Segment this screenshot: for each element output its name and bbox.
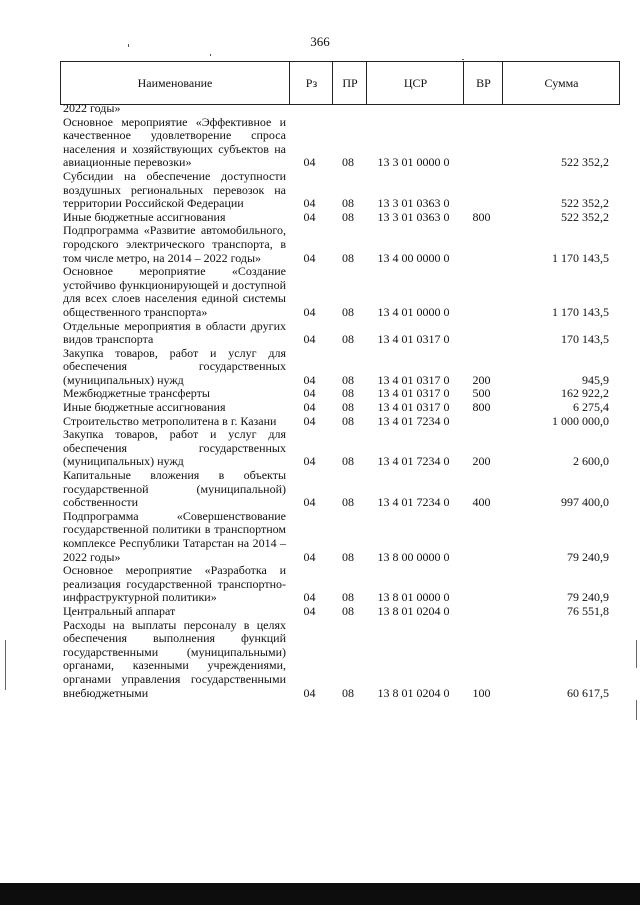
row-name: Межбюджетные трансферты (63, 386, 210, 401)
row-pr: 08 (342, 685, 354, 700)
row-sum: 79 240,9 (567, 590, 609, 605)
page-number: 366 (310, 34, 330, 49)
table-row (60, 401, 618, 415)
row-sum: 6 275,4 (573, 400, 609, 415)
row-sum: 76 551,8 (567, 603, 609, 618)
row-rz: 04 (303, 454, 316, 469)
row-sum: 1 170 143,5 (552, 304, 609, 319)
row-pr: 08 (342, 400, 354, 415)
row-csr: 13 4 00 0000 0 (377, 250, 450, 265)
table-row (60, 347, 618, 388)
row-sum: 79 240,9 (567, 549, 609, 564)
row-name: Подпрограмма «Развитие автомобильного, городского электрического транспорта, в том числе метро, на 2014 – 2022 годы» (63, 223, 286, 265)
table-row (60, 265, 618, 319)
row-name: Иные бюджетные ассигнования (63, 209, 226, 224)
row-pr: 08 (342, 196, 354, 211)
row-rz: 04 (303, 304, 316, 319)
row-sum: 170 143,5 (561, 332, 609, 347)
row-rz: 04 (303, 196, 316, 211)
row-sum: 60 617,5 (567, 685, 609, 700)
row-pr: 08 (342, 209, 354, 224)
header-name: Наименование (137, 76, 213, 90)
row-pr: 08 (342, 386, 354, 401)
table-row (60, 469, 618, 510)
row-name: Закупка товаров, работ и услуг для обеспечения государственных (муниципальных) нужд (63, 427, 286, 469)
scan-speck (128, 44, 129, 47)
row-name: Капитальные вложения в объекты государственной (муниципальной) собственности (63, 468, 286, 510)
row-pr: 08 (342, 304, 354, 319)
header-pr: ПР (332, 62, 367, 104)
row-csr: 13 4 01 7234 0 (377, 454, 450, 469)
table-row (60, 170, 618, 211)
row-name: Иные бюджетные ассигнования (63, 400, 226, 415)
row-rz: 04 (303, 603, 316, 618)
row-name: Основное мероприятие «Создание устойчиво функционирующей и доступной для всех слоев населения единой системы общественного транспорта» (63, 264, 286, 319)
row-vr: 400 (472, 495, 491, 510)
row-csr: 13 4 01 0317 0 (377, 372, 450, 387)
row-name: Подпрограмма «Совершенствование государственной политики в транспортном комплексе Республики Татарстан на 2014 – 2022 годы» (63, 508, 286, 564)
table-row (60, 605, 618, 619)
table-row (60, 102, 618, 116)
row-rz: 04 (303, 386, 316, 401)
row-csr: 13 4 01 7234 0 (377, 495, 450, 510)
table-row (60, 116, 618, 170)
scan-bottom-edge (0, 883, 640, 905)
row-name: Центральный аппарат (63, 603, 176, 618)
row-rz: 04 (303, 155, 316, 170)
row-rz: 04 (303, 209, 316, 224)
row-rz: 04 (303, 413, 316, 428)
row-name: Отдельные мероприятия в области других видов транспорта (63, 318, 286, 347)
row-csr: 13 8 01 0204 0 (377, 603, 450, 618)
scan-edge-mark (636, 640, 637, 668)
header-csr: ЦСР (366, 62, 464, 104)
row-sum: 522 352,2 (561, 196, 609, 211)
row-name: Расходы на выплаты персоналу в целях обеспечения выполнения функций государственными (муниципальными) органами, казенными учреждениями, органами управления государственными внебюджетными (63, 617, 286, 700)
table-row (60, 415, 618, 429)
row-sum: 1 000 000,0 (552, 413, 609, 428)
row-rz: 04 (303, 400, 316, 415)
row-csr: 13 3 01 0363 0 (377, 196, 450, 211)
row-rz: 04 (303, 685, 316, 700)
row-pr: 08 (342, 549, 354, 564)
row-pr: 08 (342, 603, 354, 618)
table-row (60, 224, 618, 265)
row-name: Субсидии на обеспечение доступности воздушных региональных перевозок на территории Российской Федерации (63, 168, 286, 211)
row-vr: 200 (472, 454, 491, 469)
scan-speck (210, 54, 211, 56)
row-csr: 13 4 01 0317 0 (377, 386, 450, 401)
budget-table-body (60, 102, 618, 700)
row-sum: 945,9 (582, 372, 609, 387)
row-pr: 08 (342, 590, 354, 605)
row-pr: 08 (342, 413, 354, 428)
row-sum: 997 400,0 (561, 495, 609, 510)
row-pr: 08 (342, 454, 354, 469)
row-rz: 04 (303, 495, 316, 510)
table-row (60, 387, 618, 401)
row-csr: 13 8 00 0000 0 (377, 549, 450, 564)
table-row (60, 428, 618, 469)
row-csr: 13 4 01 0317 0 (377, 332, 450, 347)
row-rz: 04 (303, 372, 316, 387)
row-name: Строительство метрополитена в г. Казани (63, 413, 277, 428)
row-csr: 13 3 01 0000 0 (377, 155, 450, 170)
row-rz: 04 (303, 549, 316, 564)
table-row (60, 211, 618, 225)
row-rz: 04 (303, 332, 316, 347)
header-vr: ВР (463, 62, 503, 104)
row-sum: 1 170 143,5 (552, 250, 609, 265)
table-row (60, 619, 618, 701)
row-pr: 08 (342, 372, 354, 387)
scan-edge-mark (5, 640, 6, 690)
row-rz: 04 (303, 250, 316, 265)
header-sum: Сумма (502, 62, 620, 104)
row-csr: 13 4 01 0000 0 (377, 304, 450, 319)
scan-speck (462, 59, 464, 60)
row-name: Основное мероприятие «Эффективное и качественное удовлетворение спроса населения и хозяйствующих субъектов на авиационные перевозки» (63, 114, 286, 170)
row-sum: 162 922,2 (561, 386, 609, 401)
row-vr: 800 (472, 209, 491, 224)
row-sum: 522 352,2 (561, 209, 609, 224)
row-csr: 13 4 01 0317 0 (377, 400, 450, 415)
row-csr: 13 8 01 0000 0 (377, 590, 450, 605)
row-csr: 13 4 01 7234 0 (377, 413, 450, 428)
row-pr: 08 (342, 155, 354, 170)
table-row (60, 320, 618, 347)
scan-edge-mark (636, 700, 637, 720)
row-vr: 200 (472, 372, 491, 387)
table-header (60, 61, 620, 105)
row-vr: 500 (472, 386, 491, 401)
table-row (60, 564, 618, 605)
row-vr: 800 (472, 400, 491, 415)
row-name: 2022 годы» (63, 101, 121, 115)
row-pr: 08 (342, 250, 354, 265)
table-row (60, 510, 618, 564)
row-name: Закупка товаров, работ и услуг для обеспечения государственных (муниципальных) нужд (63, 345, 286, 387)
row-csr: 13 3 01 0363 0 (377, 209, 450, 224)
row-rz: 04 (303, 590, 316, 605)
row-pr: 08 (342, 495, 354, 510)
row-csr: 13 8 01 0204 0 (377, 685, 450, 700)
row-vr: 100 (472, 685, 491, 700)
row-sum: 2 600,0 (573, 454, 609, 469)
row-name: Основное мероприятие «Разработка и реализация государственной транспортно-инфраструктурной политики» (63, 563, 286, 605)
header-rz: Рз (289, 62, 333, 104)
row-pr: 08 (342, 332, 354, 347)
row-sum: 522 352,2 (561, 155, 609, 170)
